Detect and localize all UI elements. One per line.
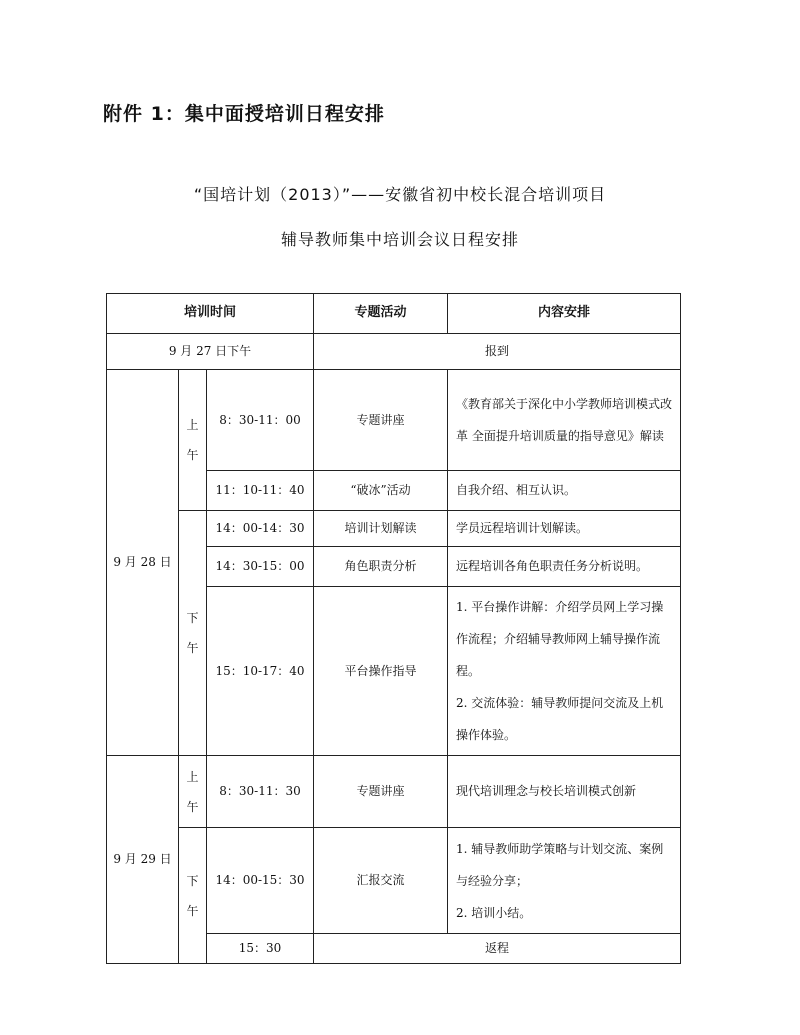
session-activity: 专题讲座 xyxy=(314,370,448,471)
session-time: 15：10-17：40 xyxy=(207,587,314,756)
schedule-table xyxy=(106,293,681,964)
session-activity: 平台操作指导 xyxy=(314,587,448,756)
session-time: 14：30-15：00 xyxy=(207,547,314,587)
day2-date: 9 月 29 日 xyxy=(107,756,179,964)
session-activity: “破冰”活动 xyxy=(314,471,448,511)
table-row xyxy=(107,828,681,934)
table-row xyxy=(107,334,681,370)
content-item: 1. 平台操作讲解：介绍学员网上学习操作流程；介绍辅导教师网上辅导操作流程。 xyxy=(456,600,664,678)
document-title-line-1: “国培计划（2013）”——安徽省初中校长混合培训项目 xyxy=(193,185,607,204)
session-content: 自我介绍、相互认识。 xyxy=(448,471,681,511)
content-item: 1. 辅导教师助学策略与计划交流、案例与经验分享； xyxy=(456,841,664,888)
day2-afternoon-label: 下 午 xyxy=(179,828,207,964)
attachment-title: 附件 1：集中面授培训日程安排 xyxy=(103,103,385,125)
table-header-row xyxy=(107,294,681,334)
session-content: 《教育部关于深化中小学教师培训模式改革 全面提升培训质量的指导意见》解读 xyxy=(448,370,681,471)
session-content: 远程培训各角色职责任务分析说明。 xyxy=(448,547,681,587)
registration-time: 9 月 27 日下午 xyxy=(107,334,314,370)
day1-date: 9 月 28 日 xyxy=(107,370,179,756)
session-time: 8：30-11：00 xyxy=(207,370,314,471)
session-content: 返程 xyxy=(314,934,681,964)
session-time: 11：10-11：40 xyxy=(207,471,314,511)
session-time: 8：30-11：30 xyxy=(207,756,314,828)
header-content: 内容安排 xyxy=(448,294,681,334)
document-title-line-2: 辅导教师集中培训会议日程安排 xyxy=(280,230,519,249)
session-activity: 汇报交流 xyxy=(314,828,448,934)
table-row xyxy=(107,370,681,471)
registration-content: 报到 xyxy=(314,334,681,370)
header-time: 培训时间 xyxy=(107,294,314,334)
content-item: 2. 培训小结。 xyxy=(456,905,532,920)
day1-afternoon-label: 下 午 xyxy=(179,511,207,756)
session-activity: 专题讲座 xyxy=(314,756,448,828)
session-activity: 角色职责分析 xyxy=(314,547,448,587)
session-content: 现代培训理念与校长培训模式创新 xyxy=(448,756,681,828)
session-content xyxy=(448,587,681,756)
content-item: 2. 交流体验：辅导教师提问交流及上机操作体验。 xyxy=(456,696,664,742)
day1-morning-label: 上 午 xyxy=(179,370,207,511)
session-time: 15：30 xyxy=(207,934,314,964)
table-row xyxy=(107,756,681,828)
session-activity: 培训计划解读 xyxy=(314,511,448,547)
session-time: 14：00-15：30 xyxy=(207,828,314,934)
session-time: 14：00-14：30 xyxy=(207,511,314,547)
table-row xyxy=(107,511,681,547)
session-content xyxy=(448,828,681,934)
header-activity: 专题活动 xyxy=(314,294,448,334)
day2-morning-label: 上 午 xyxy=(179,756,207,828)
session-content: 学员远程培训计划解读。 xyxy=(448,511,681,547)
